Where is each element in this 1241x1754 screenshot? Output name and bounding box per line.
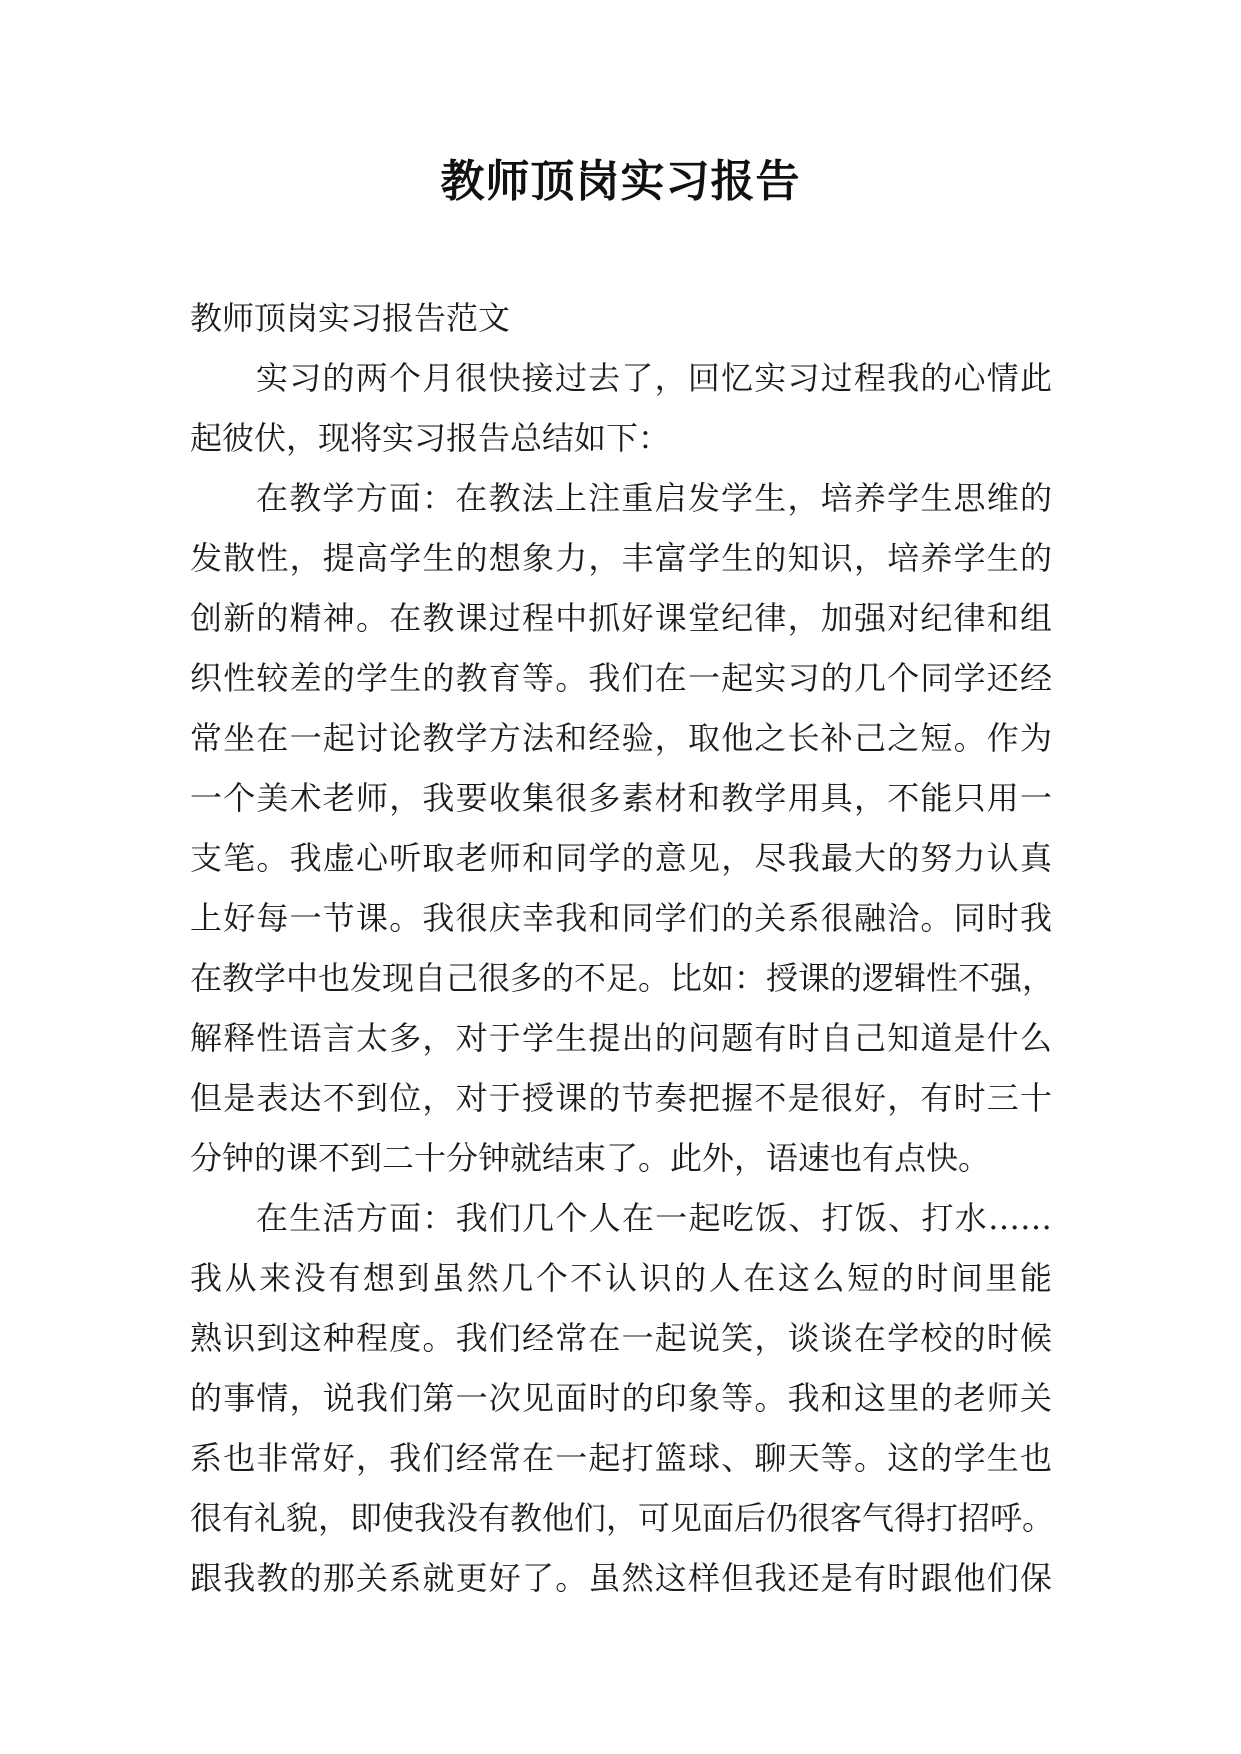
body-text-line: 系也非常好，我们经常在一起打篮球、聊天等。这的学生也 bbox=[190, 1439, 1052, 1477]
body-text-line: 解释性语言太多，对于学生提出的问题有时自己知道是什么 bbox=[190, 1019, 1052, 1057]
body-text-line: 发散性，提高学生的想象力，丰富学生的知识，培养学生的 bbox=[190, 539, 1052, 577]
body-text-line: 我从来没有想到虽然几个不认识的人在这么短的时间里能 bbox=[190, 1259, 1052, 1297]
document-subtitle: 教师顶岗实习报告范文 bbox=[190, 299, 511, 337]
body-text-line: 熟识到这种程度。我们经常在一起说笑，谈谈在学校的时候 bbox=[190, 1319, 1052, 1357]
body-text-line: 分钟的课不到二十分钟就结束了。此外，语速也有点快。 bbox=[190, 1139, 991, 1177]
body-text-line: 很有礼貌，即使我没有教他们，可见面后仍很客气得打招呼。 bbox=[190, 1499, 1055, 1537]
body-text-line: 起彼伏，现将实习报告总结如下： bbox=[190, 419, 671, 457]
body-text-line: 一个美术老师，我要收集很多素材和教学用具，不能只用一 bbox=[190, 779, 1052, 817]
body-text-line: 跟我教的那关系就更好了。虽然这样但我还是有时跟他们保 bbox=[190, 1559, 1052, 1597]
body-text-line: 但是表达不到位，对于授课的节奏把握不是很好，有时三十 bbox=[190, 1079, 1052, 1117]
body-text-line: 创新的精神。在教课过程中抓好课堂纪律，加强对纪律和组 bbox=[190, 599, 1052, 637]
document-body bbox=[190, 288, 1055, 1608]
body-text-line: 常坐在一起讨论教学方法和经验，取他之长补己之短。作为 bbox=[190, 719, 1052, 757]
body-text-line: 织性较差的学生的教育等。我们在一起实习的几个同学还经 bbox=[190, 659, 1052, 697]
body-text-line: 支笔。我虚心听取老师和同学的意见，尽我最大的努力认真 bbox=[190, 839, 1052, 877]
body-text-line: 上好每一节课。我很庆幸我和同学们的关系很融洽。同时我 bbox=[190, 899, 1052, 937]
body-text-line: 在教学方面：在教法上注重启发学生，培养学生思维的 bbox=[256, 479, 1052, 517]
body-text-line: 在教学中也发现自己很多的不足。比如：授课的逻辑性不强， bbox=[190, 959, 1055, 997]
document-title: 教师顶岗实习报告 bbox=[440, 156, 801, 207]
body-text-line: 实习的两个月很快接过去了，回忆实习过程我的心情此 bbox=[256, 359, 1052, 397]
body-text-line: 的事情，说我们第一次见面时的印象等。我和这里的老师关 bbox=[190, 1379, 1052, 1417]
body-text-line: 在生活方面：我们几个人在一起吃饭、打饭、打水…… bbox=[256, 1199, 1052, 1237]
